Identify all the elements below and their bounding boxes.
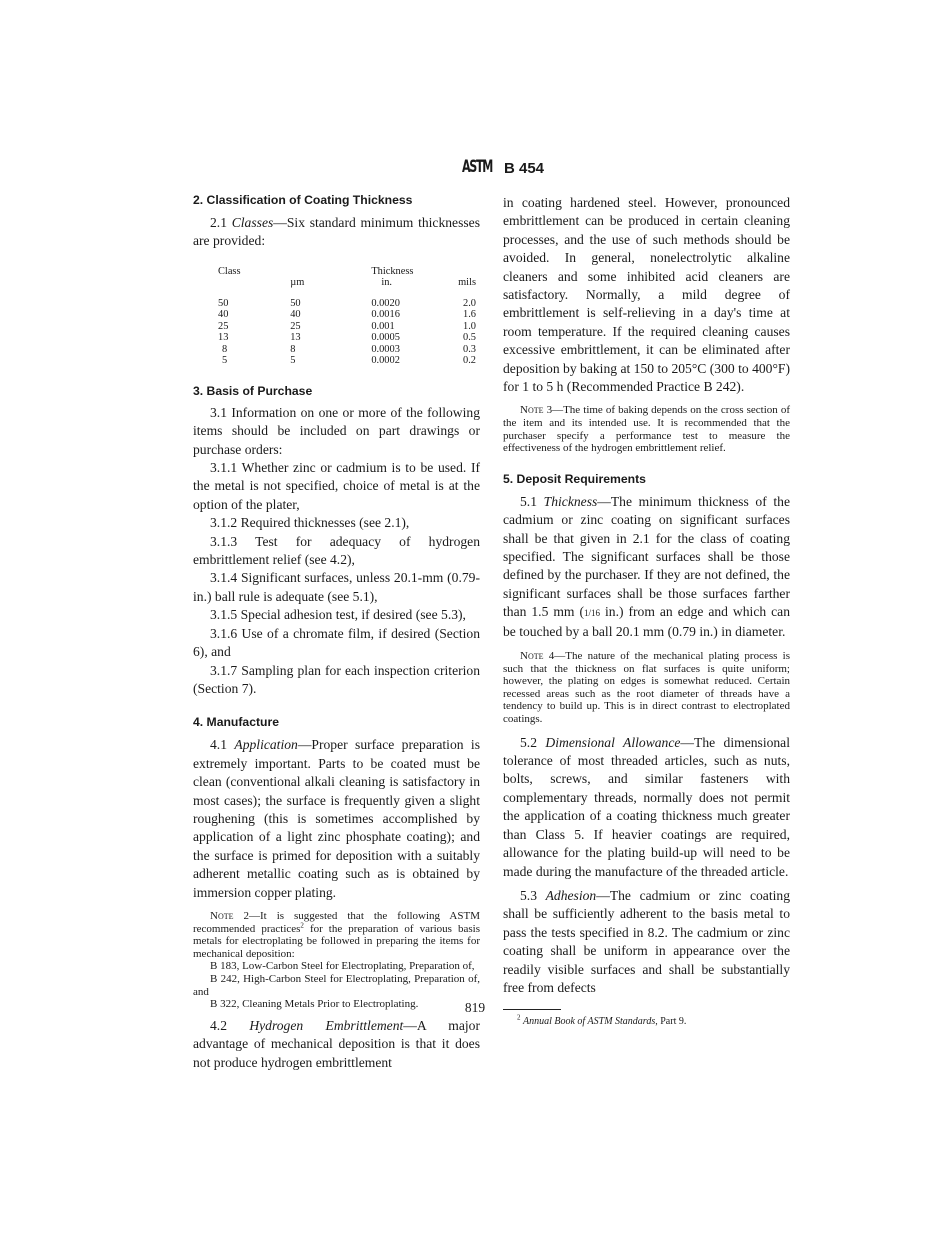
note-label: Note bbox=[210, 909, 234, 922]
section-4-title: 4. Manufacture bbox=[193, 715, 280, 730]
note-2 bbox=[193, 910, 480, 960]
table-row: 5 5 0.0002 0.2 bbox=[222, 355, 476, 367]
para-text: in.) from an edge and which can be touched by a ball 20.1 mm (0.79 in.) in diameter. bbox=[503, 604, 790, 639]
table-row: 25 25 0.001 1.0 bbox=[218, 320, 476, 332]
table-row: 8 8 0.0003 0.3 bbox=[222, 343, 476, 355]
paragraph-3-1-2: 3.1.2 Required thicknesses (see 2.1), bbox=[210, 515, 410, 531]
paragraph-4-2-continued: in coating hardened steel. However, pronounced embrittlement can be produced in certain cleaning processes, and the use of such methods should be avoided. In general, nonelectrolytic alkaline cleaners and some inhibited acid cleaners are satisfactory. Normally, a mild degree of embrittlement is self-relieving in a day's time at room temperature. If the required cleaning causes excessive embrittlement, it can be eliminated after deposition by baking at 150 to 205°C (300 to 400°F) for 1 to 5 h (Recommended Practice B 242). bbox=[503, 195, 790, 395]
paragraph-2-1 bbox=[193, 214, 480, 251]
paragraph-5-3 bbox=[503, 887, 790, 997]
para-heading: Thickness bbox=[543, 493, 598, 509]
para-text: —The minimum thickness of the cadmium or zinc coating on significant surfaces shall be that given in 2.1 for the class of coating specified. The significant surfaces shall be those defined by the purchaser. If they are not defined, the significant surfaces shall be those surfaces farther than 1.5 mm ( bbox=[503, 493, 790, 620]
note-label: Note bbox=[520, 404, 544, 417]
footnote-tail: , Part 9. bbox=[655, 1016, 687, 1028]
para-number: 4.2 bbox=[210, 1017, 227, 1033]
para-number: 5.3 bbox=[520, 887, 537, 903]
para-number: 5.1 bbox=[520, 493, 537, 509]
para-text: —The dimensional tolerance of most threaded articles, such as nuts, bolts, screws, and similar fasteners with complementary threads, normally does not permit the application of a coating thickness much greater than Class 5. If heavier coatings are required, allowance for the plating build-up will need to be made during the manufacture of the threaded article. bbox=[503, 734, 790, 879]
page-number: 819 bbox=[464, 1000, 486, 1015]
note-2-item: B 242, High-Carbon Steel for Electroplating, Preparation of, and bbox=[193, 972, 480, 998]
para-text: —Proper surface preparation is extremely important. Parts to be coated must be clean (conventional alkali cleaning is satisfactory in most cases); the surface is frequently given a slight roughening (this is sometimes accomplished by application of a light zinc phosphate coating); and the surface is primed for deposition with a suitably adherent metallic coating such as is obtained by immersion copper plating. bbox=[193, 737, 481, 900]
footnote-ref: 2 bbox=[300, 920, 304, 929]
section-2-title: 2. Classification of Coating Thickness bbox=[193, 193, 413, 207]
para-number: 4.1 bbox=[210, 737, 227, 753]
paragraph-3-1-1: 3.1.1 Whether zinc or cadmium is to be used. If the metal is not specified, choice of metal is at the option of the plater, bbox=[193, 460, 480, 512]
paragraph-4-1 bbox=[193, 736, 480, 902]
para-heading: Hydrogen Embrittlement bbox=[249, 1017, 404, 1033]
paragraph-3-1-5: 3.1.5 Special adhesion test, if desired (see 5.3), bbox=[210, 607, 466, 623]
header-um: µm bbox=[290, 277, 305, 289]
left-column bbox=[193, 192, 480, 1072]
para-number: 2.1 bbox=[210, 215, 227, 230]
table-row: 13 13 0.0005 0.5 bbox=[218, 332, 476, 344]
para-text: —A major advantage of mechanical deposition is that it does not produce hydrogen embrittlement bbox=[193, 1017, 480, 1070]
paragraph-5-2 bbox=[503, 734, 790, 881]
right-column bbox=[503, 194, 790, 1028]
para-heading: Classes bbox=[231, 215, 274, 230]
paragraph-3-1-7: 3.1.7 Sampling plan for each inspection criterion (Section 7). bbox=[193, 662, 480, 696]
header-thickness: Thickness bbox=[371, 265, 414, 277]
paragraph-4-2 bbox=[193, 1017, 480, 1072]
note-text: 4—The nature of the mechanical plating process is such that the thickness on flat surfaces is quite uniform; however, the plating on edges is somewhat reduced. Certain recessed areas such as the root diameter of threads have a tendency to build up. This is in direct contrast to electroplated coatings. bbox=[503, 650, 790, 726]
note-2-item: B 183, Low-Carbon Steel for Electroplating, Preparation of, bbox=[210, 960, 475, 973]
note-label: Note bbox=[520, 650, 544, 663]
section-3-title: 3. Basis of Purchase bbox=[193, 383, 313, 398]
header-mils: mils bbox=[458, 277, 476, 289]
para-number: 5.2 bbox=[520, 734, 537, 750]
astm-logo-mark bbox=[462, 156, 492, 176]
svg-text:ASTM: ASTM bbox=[462, 157, 493, 177]
note-text: for the preparation of various basis metals for electroplating be followed in preparing the items for mechanical deposition: bbox=[193, 922, 480, 960]
para-text: —The cadmium or zinc coating shall be sufficiently adherent to the basis metal to pass the tests specified in 8.2. The cadmium or zinc coating shall be uniform in appearance over the readily visible surfaces and shall be substantially free from defects bbox=[503, 887, 790, 995]
section-5-title: 5. Deposit Requirements bbox=[503, 471, 646, 486]
para-heading: Adhesion bbox=[545, 887, 597, 903]
note-2-item: B 322, Cleaning Metals Prior to Electroplating. bbox=[210, 998, 419, 1011]
para-heading: Application bbox=[234, 737, 298, 753]
table-row: 50 50 0.0020 2.0 bbox=[218, 297, 476, 309]
paragraph-3-1: 3.1 Information on one or more of the following items should be included on part drawings or purchase orders: bbox=[193, 404, 480, 457]
paragraph-5-1 bbox=[503, 493, 790, 641]
header-class: Class bbox=[218, 265, 241, 277]
footnote-title: Annual Book of ASTM Standards bbox=[523, 1016, 656, 1028]
footnote-marker: 2 bbox=[517, 1014, 521, 1023]
footnote bbox=[503, 1016, 790, 1028]
paragraph-3-1-4: 3.1.4 Significant surfaces, unless 20.1-mm (0.79-in.) ball rule is adequate (see 5.1), bbox=[193, 570, 480, 604]
note-4 bbox=[503, 650, 790, 726]
para-heading: Dimensional Allowance bbox=[545, 734, 681, 750]
fraction: 1/16 bbox=[584, 608, 601, 619]
para-text: —Six standard minimum thicknesses are provided: bbox=[193, 215, 480, 249]
note-text: 2—It is suggested that the following ASTM recommended practices bbox=[193, 909, 480, 935]
note-3 bbox=[503, 404, 790, 454]
paragraph-3-1-3: 3.1.3 Test for adequacy of hydrogen embrittlement relief (see 4.2), bbox=[193, 533, 480, 568]
thickness-table bbox=[218, 266, 480, 367]
table-row: 40 40 0.0016 1.6 bbox=[218, 309, 476, 321]
astm-logo-icon bbox=[462, 156, 492, 181]
header-in: in. bbox=[381, 277, 392, 289]
standard-designation: B 454 bbox=[504, 160, 545, 177]
note-text: 3—The time of baking depends on the cross section of the item and its intended use. It is recommended that the purchaser specify a performance test to measure the effectiveness of the hydrogen embrittlement relief. bbox=[503, 404, 790, 455]
paragraph-3-1-6: 3.1.6 Use of a chromate film, if desired (Section 6), and bbox=[193, 625, 480, 660]
table-header-row-2 bbox=[218, 277, 480, 289]
table-header-row-1 bbox=[218, 266, 480, 278]
